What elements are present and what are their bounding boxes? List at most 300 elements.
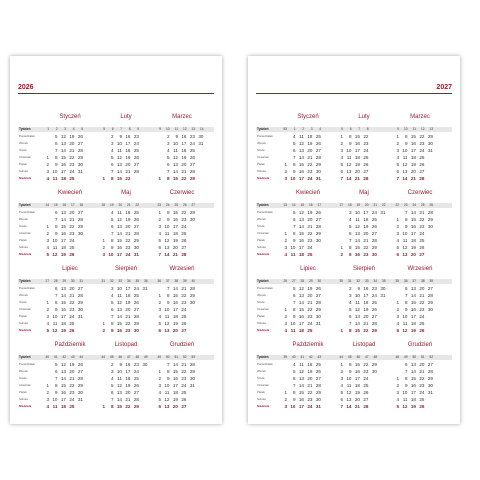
day-number: 11 — [355, 217, 360, 222]
day-number: 26 — [133, 300, 139, 305]
month-name: Grudzień — [407, 342, 433, 348]
day-number: 29 — [77, 155, 83, 160]
day-number: 14 — [116, 397, 122, 402]
day-number: 16 — [60, 231, 66, 236]
day-number: 1 — [284, 231, 287, 236]
week-number: 50 — [412, 355, 416, 359]
day-number: 24 — [419, 231, 425, 236]
day-number: 30 — [77, 390, 83, 395]
day-number: 10 — [290, 321, 296, 326]
day-number: 9 — [348, 252, 352, 257]
week-number: 34 — [126, 279, 131, 283]
day-number: 8 — [348, 245, 352, 250]
week-number: 21 — [126, 203, 131, 207]
day-number: 29 — [133, 238, 139, 243]
weekday-label: Niedziela — [257, 404, 270, 408]
day-number: 2 — [158, 217, 161, 222]
day-number: 9 — [404, 307, 408, 312]
week-label: Tydzień — [257, 203, 269, 207]
day-number: 3 — [110, 369, 114, 374]
day-number: 29 — [189, 210, 195, 215]
day-number: 22 — [307, 231, 313, 236]
week-number: 5 — [341, 127, 343, 131]
day-number: 8 — [110, 176, 114, 181]
day-number: 29 — [77, 383, 83, 388]
day-number: 11 — [52, 176, 58, 181]
day-number: 16 — [116, 245, 122, 250]
day-number: 24 — [419, 148, 425, 153]
month-name: Marzec — [172, 114, 192, 120]
day-number: 19 — [307, 210, 313, 215]
day-number: 13 — [116, 390, 122, 395]
week-number: 25 — [420, 203, 425, 207]
day-number: 2 — [284, 397, 287, 402]
day-number: 13 — [346, 397, 352, 402]
day-number: 31 — [427, 390, 433, 395]
day-number: 12 — [402, 404, 408, 409]
day-number: 1 — [158, 176, 161, 181]
day-number: 20 — [307, 293, 313, 298]
week-number: 51 — [174, 355, 178, 359]
day-number: 15 — [298, 390, 304, 395]
day-number: 29 — [77, 300, 83, 305]
day-number: 12 — [402, 245, 408, 250]
day-number: 17 — [116, 252, 122, 257]
week-number: 4 — [319, 127, 321, 131]
month-name: Sierpień — [352, 266, 375, 272]
week-number: 13 — [429, 127, 433, 131]
week-number: 40 — [191, 279, 195, 283]
week-number: 2 — [55, 127, 58, 131]
day-number: 10 — [164, 224, 170, 229]
day-number: 4 — [46, 404, 49, 409]
quarter-block-4 — [18, 342, 214, 412]
day-number: 23 — [133, 362, 139, 367]
day-number: 11 — [346, 383, 352, 388]
day-number: 9 — [404, 141, 408, 146]
week-number-bar — [18, 203, 214, 208]
day-number: 17 — [410, 390, 416, 395]
week-number: 36 — [403, 279, 408, 283]
day-number: 15 — [298, 162, 304, 167]
day-number: 22 — [181, 176, 187, 181]
day-number: 4 — [158, 390, 161, 395]
day-number: 6 — [54, 286, 58, 291]
day-number: 20 — [410, 169, 416, 174]
day-number: 28 — [315, 155, 321, 160]
day-number: 22 — [125, 238, 131, 243]
weekday-label: Niedziela — [19, 404, 32, 408]
day-number: 1 — [46, 300, 49, 305]
day-number: 19 — [307, 286, 313, 291]
day-number: 5 — [166, 155, 170, 160]
weekday-label: Wtorek — [19, 141, 28, 145]
week-number: 44 — [101, 355, 105, 359]
week-number-bar — [18, 127, 214, 132]
day-number: 4 — [348, 300, 352, 305]
day-number: 10 — [108, 252, 114, 257]
day-number: 31 — [77, 314, 83, 319]
day-number: 27 — [427, 362, 433, 367]
day-number: 23 — [133, 134, 139, 139]
day-number: 23 — [363, 252, 369, 257]
day-number: 22 — [307, 162, 313, 167]
day-number: 16 — [410, 224, 416, 229]
day-number: 21 — [125, 169, 131, 174]
weekday-label: Piątek — [19, 314, 27, 318]
day-number: 26 — [189, 155, 195, 160]
week-number: 20 — [364, 203, 369, 207]
day-number: 30 — [77, 231, 83, 236]
day-number: 7 — [110, 397, 114, 402]
day-number: 16 — [354, 252, 360, 257]
day-number: 24 — [181, 224, 187, 229]
day-number: 6 — [110, 162, 114, 167]
day-number: 29 — [133, 321, 139, 326]
day-number: 25 — [307, 328, 313, 333]
day-number: 27 — [77, 210, 83, 215]
day-number: 26 — [181, 397, 187, 402]
day-number: 13 — [402, 169, 408, 174]
day-number: 13 — [346, 169, 352, 174]
weekday-label: Poniedziałek — [257, 134, 273, 138]
day-number: 15 — [354, 328, 360, 333]
day-number: 14 — [172, 169, 178, 174]
day-number: 21 — [69, 148, 75, 153]
day-number: 1 — [340, 245, 343, 250]
day-number: 11 — [402, 238, 408, 243]
day-number: 20 — [419, 362, 425, 367]
week-number: 29 — [62, 279, 66, 283]
day-number: 8 — [404, 217, 408, 222]
week-number: 39 — [429, 279, 433, 283]
day-number: 20 — [307, 376, 313, 381]
day-number: 19 — [410, 328, 416, 333]
day-number: 23 — [69, 390, 75, 395]
day-number: 5 — [292, 369, 296, 374]
day-number: 6 — [348, 231, 352, 236]
day-number: 19 — [125, 217, 131, 222]
day-number: 17 — [181, 141, 187, 146]
day-number: 16 — [410, 383, 416, 388]
weekday-label: Piątek — [19, 238, 27, 242]
day-number: 31 — [380, 293, 386, 298]
day-number: 11 — [299, 134, 304, 139]
day-number: 7 — [396, 176, 399, 181]
day-number: 19 — [181, 155, 187, 160]
day-number: 17 — [125, 369, 131, 374]
day-number: 6 — [54, 369, 58, 374]
day-number: 30 — [315, 397, 321, 402]
day-number: 1 — [396, 376, 399, 381]
day-number: 26 — [315, 141, 321, 146]
day-number: 29 — [189, 293, 195, 298]
day-number: 26 — [315, 210, 321, 215]
day-number: 18 — [172, 314, 178, 319]
day-number: 4 — [396, 155, 399, 160]
day-number: 24 — [133, 286, 139, 291]
day-number: 1 — [340, 362, 343, 367]
week-number: 48 — [373, 355, 377, 359]
day-number: 3 — [396, 390, 399, 395]
day-number: 29 — [315, 231, 321, 236]
week-number: 44 — [79, 355, 83, 359]
day-number: 22 — [363, 245, 369, 250]
week-number: 16 — [62, 203, 66, 207]
week-number: 33 — [364, 279, 369, 283]
quarter-block-3 — [18, 266, 214, 336]
day-number: 30 — [380, 286, 386, 291]
day-number: 26 — [371, 307, 377, 312]
day-number: 14 — [346, 404, 352, 409]
day-number: 11 — [346, 155, 352, 160]
year-heading: 2026 — [18, 84, 34, 91]
day-number: 16 — [298, 397, 304, 402]
day-number: 10 — [290, 245, 296, 250]
day-number: 4 — [284, 328, 287, 333]
day-number: 5 — [110, 217, 114, 222]
day-number: 10 — [116, 369, 122, 374]
day-number: 13 — [402, 252, 408, 257]
day-number: 7 — [292, 300, 296, 305]
day-number: 4 — [46, 321, 49, 326]
day-number: 14 — [298, 155, 304, 160]
day-number: 2 — [340, 252, 343, 257]
weekday-label: Poniedziałek — [257, 286, 273, 290]
week-number: 32 — [109, 279, 114, 283]
day-number: 28 — [315, 224, 321, 229]
day-number: 18 — [410, 321, 416, 326]
day-number: 4 — [46, 176, 49, 181]
day-number: 4 — [340, 383, 343, 388]
week-number: 15 — [53, 203, 58, 207]
year-heading: 2027 — [436, 84, 452, 91]
day-number: 30 — [189, 217, 195, 222]
week-number: 4 — [72, 127, 75, 131]
day-number: 19 — [172, 238, 178, 243]
day-number: 4 — [340, 155, 343, 160]
day-number: 9 — [119, 134, 122, 139]
day-number: 24 — [181, 383, 187, 388]
day-number: 16 — [354, 369, 360, 374]
day-number: 14 — [402, 176, 408, 181]
day-number: 10 — [402, 314, 408, 319]
day-number: 16 — [172, 376, 178, 381]
day-number: 23 — [307, 314, 313, 319]
month-name: Lipiec — [62, 266, 78, 272]
day-number: 8 — [404, 134, 408, 139]
day-number: 16 — [172, 217, 178, 222]
day-number: 11 — [402, 397, 408, 402]
week-number: 7 — [120, 127, 122, 131]
day-number: 2 — [340, 141, 343, 146]
day-number: 1 — [158, 210, 161, 215]
weekday-label: Wtorek — [257, 217, 266, 221]
weekday-label: Czwartek — [257, 155, 269, 159]
day-number: 21 — [69, 217, 75, 222]
day-number: 10 — [346, 376, 352, 381]
week-number: 18 — [101, 203, 105, 207]
week-number: 14 — [45, 203, 49, 207]
day-number: 26 — [315, 369, 321, 374]
day-number: 21 — [363, 321, 369, 326]
day-number: 5 — [348, 307, 352, 312]
day-number: 19 — [125, 383, 131, 388]
week-number: 40 — [45, 355, 49, 359]
day-number: 4 — [396, 397, 399, 402]
day-number: 6 — [166, 162, 170, 167]
day-number: 5 — [396, 245, 399, 250]
day-number: 20 — [419, 286, 425, 291]
day-number: 15 — [116, 238, 122, 243]
day-number: 16 — [60, 162, 66, 167]
day-number: 5 — [292, 210, 296, 215]
week-number: 28 — [300, 279, 304, 283]
day-number: 27 — [315, 148, 321, 153]
day-number: 3 — [396, 314, 399, 319]
day-number: 19 — [307, 141, 313, 146]
day-number: 10 — [52, 397, 58, 402]
day-number: 20 — [354, 397, 360, 402]
day-number: 9 — [110, 245, 114, 250]
day-number: 12 — [172, 155, 178, 160]
day-number: 22 — [307, 307, 313, 312]
day-number: 21 — [125, 397, 131, 402]
day-number: 17 — [172, 383, 178, 388]
day-number: 18 — [354, 155, 360, 160]
day-number: 12 — [52, 328, 58, 333]
month-name: Lipiec — [300, 266, 316, 272]
day-number: 30 — [142, 362, 148, 367]
day-number: 6 — [110, 390, 114, 395]
day-number: 6 — [396, 252, 399, 257]
quarter-block-2 — [18, 190, 214, 260]
day-number: 25 — [371, 217, 377, 222]
week-number: 41 — [300, 355, 304, 359]
day-number: 18 — [410, 238, 416, 243]
day-number: 18 — [354, 383, 360, 388]
week-number: 32 — [356, 279, 360, 283]
day-number: 7 — [340, 176, 343, 181]
day-number: 13 — [298, 376, 304, 381]
day-number: 24 — [69, 169, 75, 174]
weekday-label: Poniedziałek — [19, 362, 35, 366]
day-number: 9 — [292, 314, 296, 319]
day-number: 3 — [284, 245, 287, 250]
day-number: 20 — [363, 314, 369, 319]
day-number: 22 — [181, 369, 187, 374]
day-number: 16 — [363, 286, 369, 291]
day-number: 5 — [396, 404, 399, 409]
day-number: 20 — [363, 231, 369, 236]
day-number: 28 — [77, 148, 83, 153]
day-number: 3 — [110, 286, 114, 291]
day-number: 10 — [402, 390, 408, 395]
day-number: 29 — [189, 369, 195, 374]
day-number: 19 — [363, 307, 369, 312]
day-number: 18 — [181, 148, 187, 153]
weekday-label: Czwartek — [19, 383, 31, 387]
day-number: 21 — [181, 169, 187, 174]
day-number: 15 — [116, 404, 122, 409]
week-number: 35 — [395, 279, 399, 283]
day-number: 15 — [116, 321, 122, 326]
day-number: 23 — [307, 397, 313, 402]
day-number: 20 — [69, 141, 75, 146]
day-number: 3 — [158, 383, 161, 388]
day-number: 22 — [69, 155, 75, 160]
week-number: 19 — [356, 203, 360, 207]
day-number: 11 — [52, 404, 58, 409]
day-number: 24 — [189, 141, 195, 146]
day-number: 12 — [116, 217, 122, 222]
day-number: 22 — [181, 293, 187, 298]
week-number: 53 — [283, 127, 287, 131]
day-number: 6 — [404, 362, 408, 367]
day-number: 26 — [419, 328, 425, 333]
day-number: 21 — [125, 314, 131, 319]
weekday-label: Niedziela — [19, 328, 32, 332]
week-label: Tydzień — [19, 127, 31, 131]
day-number: 13 — [410, 362, 416, 367]
day-number: 24 — [125, 252, 131, 257]
day-number: 26 — [371, 224, 377, 229]
day-number: 7 — [292, 383, 296, 388]
day-number: 30 — [189, 300, 195, 305]
day-number: 6 — [348, 314, 352, 319]
day-number: 5 — [348, 224, 352, 229]
day-number: 24 — [307, 245, 313, 250]
day-number: 13 — [116, 162, 122, 167]
day-number: 9 — [54, 390, 58, 395]
day-number: 1 — [284, 162, 287, 167]
day-number: 3 — [102, 252, 105, 257]
day-number: 28 — [315, 383, 321, 388]
week-number-bar — [256, 127, 452, 132]
day-number: 15 — [354, 362, 360, 367]
day-number: 14 — [354, 238, 360, 243]
day-number: 6 — [158, 328, 161, 333]
day-number: 22 — [419, 134, 425, 139]
day-number: 29 — [427, 376, 433, 381]
month-name: Luty — [120, 114, 132, 120]
day-number: 20 — [69, 286, 75, 291]
day-number: 3 — [46, 397, 49, 402]
day-number: 20 — [125, 390, 131, 395]
weekday-label: Środa — [19, 148, 27, 152]
day-number: 2 — [284, 238, 287, 243]
day-number: 10 — [354, 293, 360, 298]
day-number: 31 — [315, 321, 321, 326]
day-number: 27 — [371, 231, 377, 236]
day-number: 24 — [363, 376, 369, 381]
day-number: 3 — [284, 404, 287, 409]
day-number: 24 — [181, 307, 187, 312]
week-number: 5 — [103, 127, 105, 131]
day-number: 14 — [60, 376, 66, 381]
day-number: 7 — [404, 369, 408, 374]
day-number: 7 — [54, 376, 58, 381]
day-number: 3 — [340, 148, 343, 153]
day-number: 11 — [52, 321, 58, 326]
day-number: 31 — [198, 141, 204, 146]
day-number: 18 — [60, 176, 66, 181]
day-number: 11 — [290, 328, 296, 333]
week-number: 21 — [373, 203, 377, 207]
week-number: 27 — [191, 203, 195, 207]
day-number: 13 — [410, 286, 416, 291]
day-number: 13 — [298, 148, 304, 153]
